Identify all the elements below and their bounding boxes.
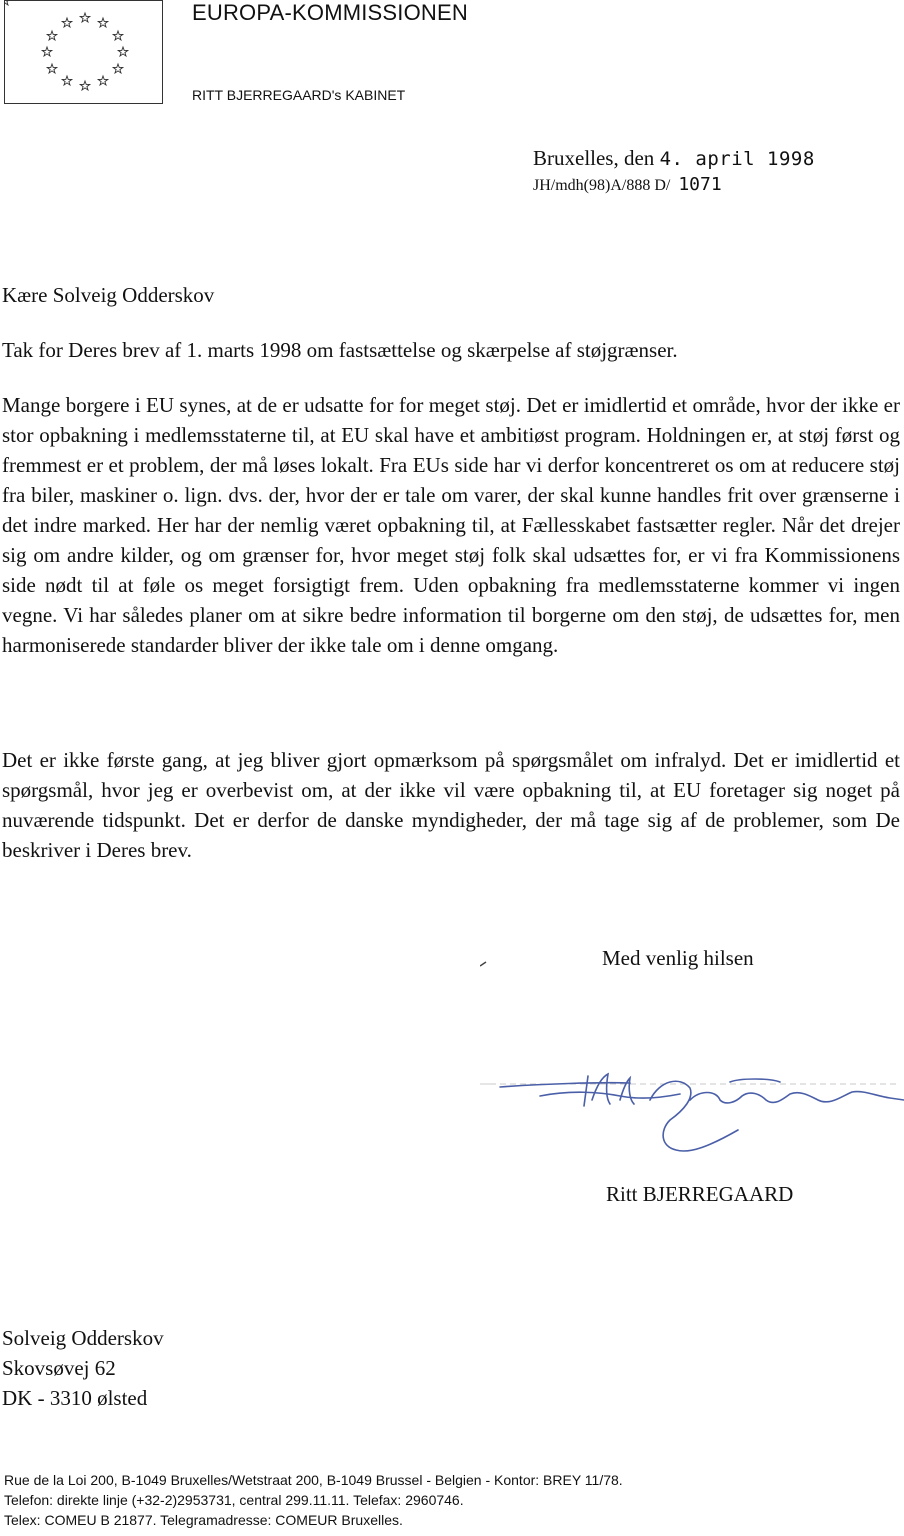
paragraph-2: Mange borgere i EU synes, at de er udsatte for for meget støj. Det er imidlertid et område, hvor der ikke er stor opbakning i medlemsstaterne til, at EU skal have et ambitiøst program. Holdningen er, at støj først og fremmest er et problem, der må løses lokalt. Fra EUs side har vi derfor koncentreret os om at reducere støj fra biler, maskiner o. lign. dvs. der, hvor der er tale om varer, der skal kunne handles frit over grænserne i det indre marked. Her har der nemlig været opbakning til, at Fællesskabet fastsætter regler. Når det drejer sig om andre kilder, og om grænser for, hvor meget støj folk skal udsættes for, er vi fra Kommissionens side nødt til at føle os meget forsigtigt frem. Uden opbakning fra medlemsstaterne kommer vi ingen vegne. Vi har således planer om at sikre bedre information til borgerne om den støj, de udsættes for, men harmoniserede standarder bliver der ikke tale om i denne omgang. (2, 393, 900, 657)
recipient-city: DK - 3310 ølsted (2, 1386, 148, 1410)
footer-line-3: Telex: COMEU B 21877. Telegramadresse: COMEUR Bruxelles. (4, 1512, 403, 1528)
reference-number: 1071 (678, 174, 722, 195)
footer-line-2: Telefon: direkte linje (+32-2)2953731, central 299.11.11. Telefax: 2960746. (4, 1492, 464, 1508)
reference (533, 174, 722, 195)
eu-flag-stars-icon (5, 1, 164, 105)
paragraph-3: Det er ikke første gang, at jeg bliver gjort opmærksom på spørgsmålet om infralyd. Det er imidlertid et spørgsmål, hvor jeg er overbevist om, at der ikke vil være opbakning til, at EU foretager sig noget på nuværende tidspunkt. Det er derfor de danske myndigheder, der må tage sig af de problemer, som De beskriver i Deres brev. (2, 748, 900, 862)
place-date (533, 146, 815, 171)
footer-line-1: Rue de la Loi 200, B-1049 Bruxelles/Wetstraat 200, B-1049 Brussel - Belgien - Kontor: BREY 11/78. (4, 1472, 623, 1488)
cabinet-name: RITT BJERREGAARD's KABINET (192, 87, 406, 103)
handwritten-signature-icon (480, 950, 904, 1170)
eu-flag-logo (4, 0, 163, 104)
footer (4, 1470, 623, 1530)
letter-date: 4. april 1998 (659, 148, 815, 170)
place-date-prefix: Bruxelles, den (533, 146, 655, 170)
organisation-name: EUROPA-KOMMISSIONEN (192, 0, 468, 25)
recipient-name: Solveig Odderskov (2, 1326, 164, 1350)
recipient-street: Skovsøvej 62 (2, 1356, 116, 1380)
signature (480, 950, 904, 1175)
closing: Med venlig hilsen (602, 946, 754, 970)
reference-prefix: JH/mdh(98)A/888 D/ (533, 177, 671, 194)
recipient-address (2, 1323, 164, 1413)
signer-name: Ritt BJERREGAARD (606, 1182, 794, 1206)
paragraph-1: Tak for Deres brev af 1. marts 1998 om fastsættelse og skærpelse af støjgrænser. (2, 338, 678, 362)
salutation: Kære Solveig Odderskov (2, 283, 215, 307)
